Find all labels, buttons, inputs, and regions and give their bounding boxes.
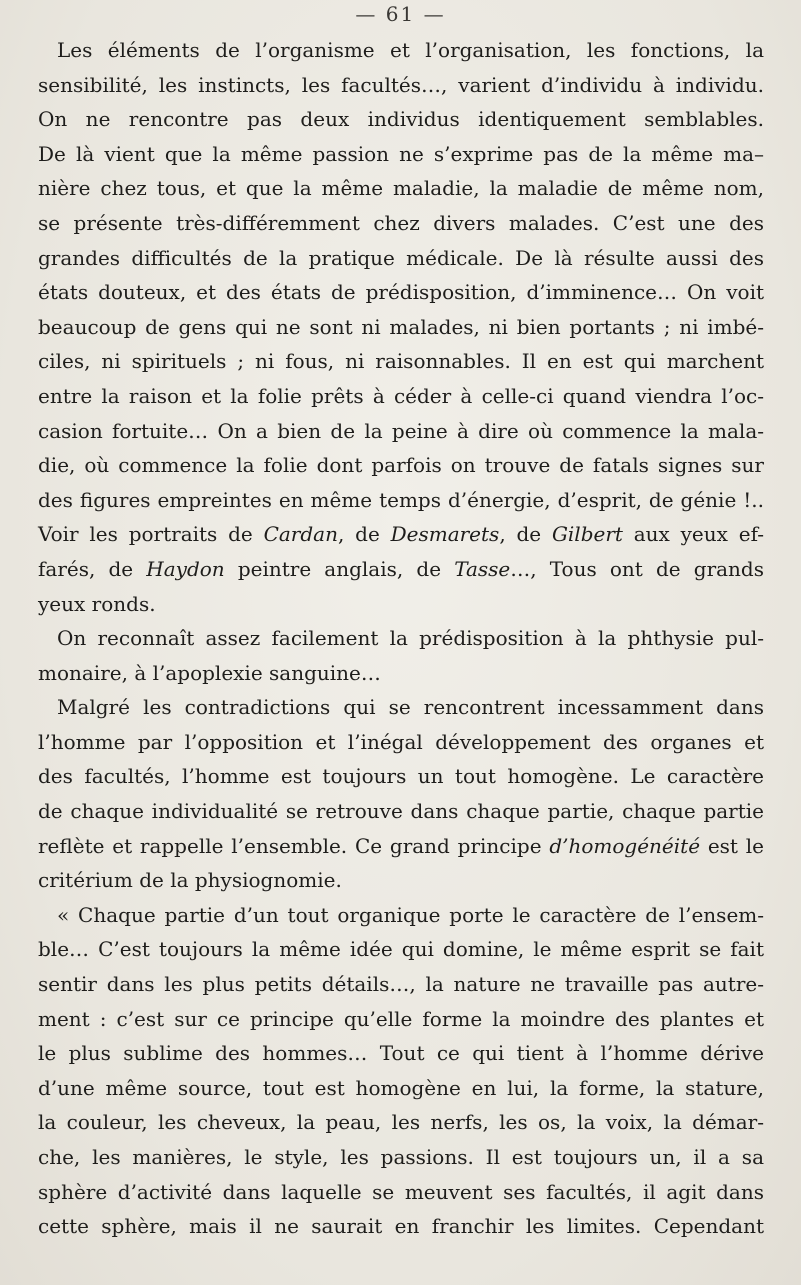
text-line: ble… C’est toujours la même idée qui domine, le même esprit se fait: [38, 937, 764, 962]
text-line: beaucoup de gens qui ne sont ni malades, ni bien portants ; ni imbé-: [38, 314, 764, 339]
text-line: On ne rencontre pas deux individus identiquement semblables.: [38, 107, 764, 132]
text-line: sphère d’activité dans laquelle se meuvent ses facultés, il agit dans: [38, 1179, 764, 1204]
text-line: l’homme par l’opposition et l’inégal développement des organes et: [38, 729, 764, 754]
text-line: d’une même source, tout est homogène en lui, la forme, la stature,: [38, 1075, 764, 1100]
text-line: [38, 552, 764, 587]
text-run: …, Tous ont de grands: [510, 556, 765, 581]
text-run: farés, de: [38, 556, 147, 581]
text-line: che, les manières, le style, les passions. Il est toujours un, il a sa: [38, 1145, 764, 1169]
text-line: [38, 829, 764, 864]
italic-name: Desmarets: [390, 522, 500, 547]
text-run: aux yeux ef-: [622, 522, 765, 547]
text-line: ciles, ni spirituels ; ni fous, ni raisonnables. Il en est qui marchent: [38, 349, 764, 374]
text-line: yeux ronds.: [38, 591, 156, 616]
text-line: se présente très-différemment chez divers malades. C’est une des: [38, 210, 764, 235]
text-line: la couleur, les cheveux, la peau, les nerfs, les os, la voix, la démar-: [38, 1110, 764, 1135]
text-line: cette sphère, mais il ne saurait en franchir les limites. Cependant: [38, 1214, 764, 1239]
text-line: états douteux, et des états de prédisposition, d’imminence… On voit: [38, 280, 764, 305]
text-line: le plus sublime des hommes… Tout ce qui tient à l’homme dérive: [38, 1041, 764, 1066]
text-line: De là vient que la même passion ne s’exprime pas de la même ma–: [38, 141, 764, 166]
text-line: Malgré les contradictions qui se rencontrent incessamment dans: [57, 695, 764, 720]
italic-name: Cardan: [263, 522, 338, 547]
text-line: [38, 517, 764, 552]
italic-name: Gilbert: [551, 522, 623, 547]
text-line: die, où commence la folie dont parfois on trouve de fatals signes sur: [38, 453, 764, 478]
text-line: sensibilité, les instincts, les facultés…, varient d’individu à individu.: [38, 72, 764, 97]
text-line: entre la raison et la folie prêts à céder à celle-ci quand viendra l’oc-: [38, 383, 764, 408]
text-line: Les éléments de l’organisme et l’organisation, les fonctions, la: [57, 38, 764, 62]
text-line: grandes difficultés de la pratique médicale. De là résulte aussi des: [38, 245, 764, 270]
text-run: reflète et rappelle l’ensemble. Ce grand principe: [38, 833, 550, 858]
text-line: sentir dans les plus petits détails…, la nature ne travaille pas autre-: [38, 972, 764, 997]
text-line: de chaque individualité se retrouve dans chaque partie, chaque partie: [38, 799, 764, 824]
text-line: On reconnaît assez facilement la prédisposition à la phthysie pul-: [57, 626, 764, 651]
page-number: — 61 —: [355, 2, 446, 26]
italic-name: d’homogénéité: [549, 833, 701, 858]
text-run: Voir les portraits de: [38, 522, 264, 547]
italic-name: Tasse: [454, 556, 511, 581]
text-line: casion fortuite… On a bien de la peine à dire où commence la mala-: [38, 418, 764, 443]
text-run: , de: [337, 522, 391, 547]
text-line: « Chaque partie d’un tout organique porte le caractère de l’ensem-: [57, 902, 764, 927]
text-line: des figures empreintes en même temps d’énergie, d’esprit, de génie !..: [38, 487, 764, 512]
body-text: [38, 33, 764, 1244]
text-run: , de: [499, 522, 552, 547]
text-line: des facultés, l’homme est toujours un tout homogène. Le caractère: [38, 764, 764, 789]
italic-name: Haydon: [146, 556, 225, 581]
text-line: nière chez tous, et que la même maladie, la maladie de même nom,: [38, 176, 764, 201]
text-line: ment : c’est sur ce principe qu’elle forme la moindre des plantes et: [38, 1006, 764, 1031]
text-run: peintre anglais, de: [224, 556, 455, 581]
text-line: monaire, à l’apoplexie sanguine…: [38, 660, 381, 685]
text-line: critérium de la physiognomie.: [38, 868, 342, 893]
text-run: est le: [700, 833, 764, 858]
